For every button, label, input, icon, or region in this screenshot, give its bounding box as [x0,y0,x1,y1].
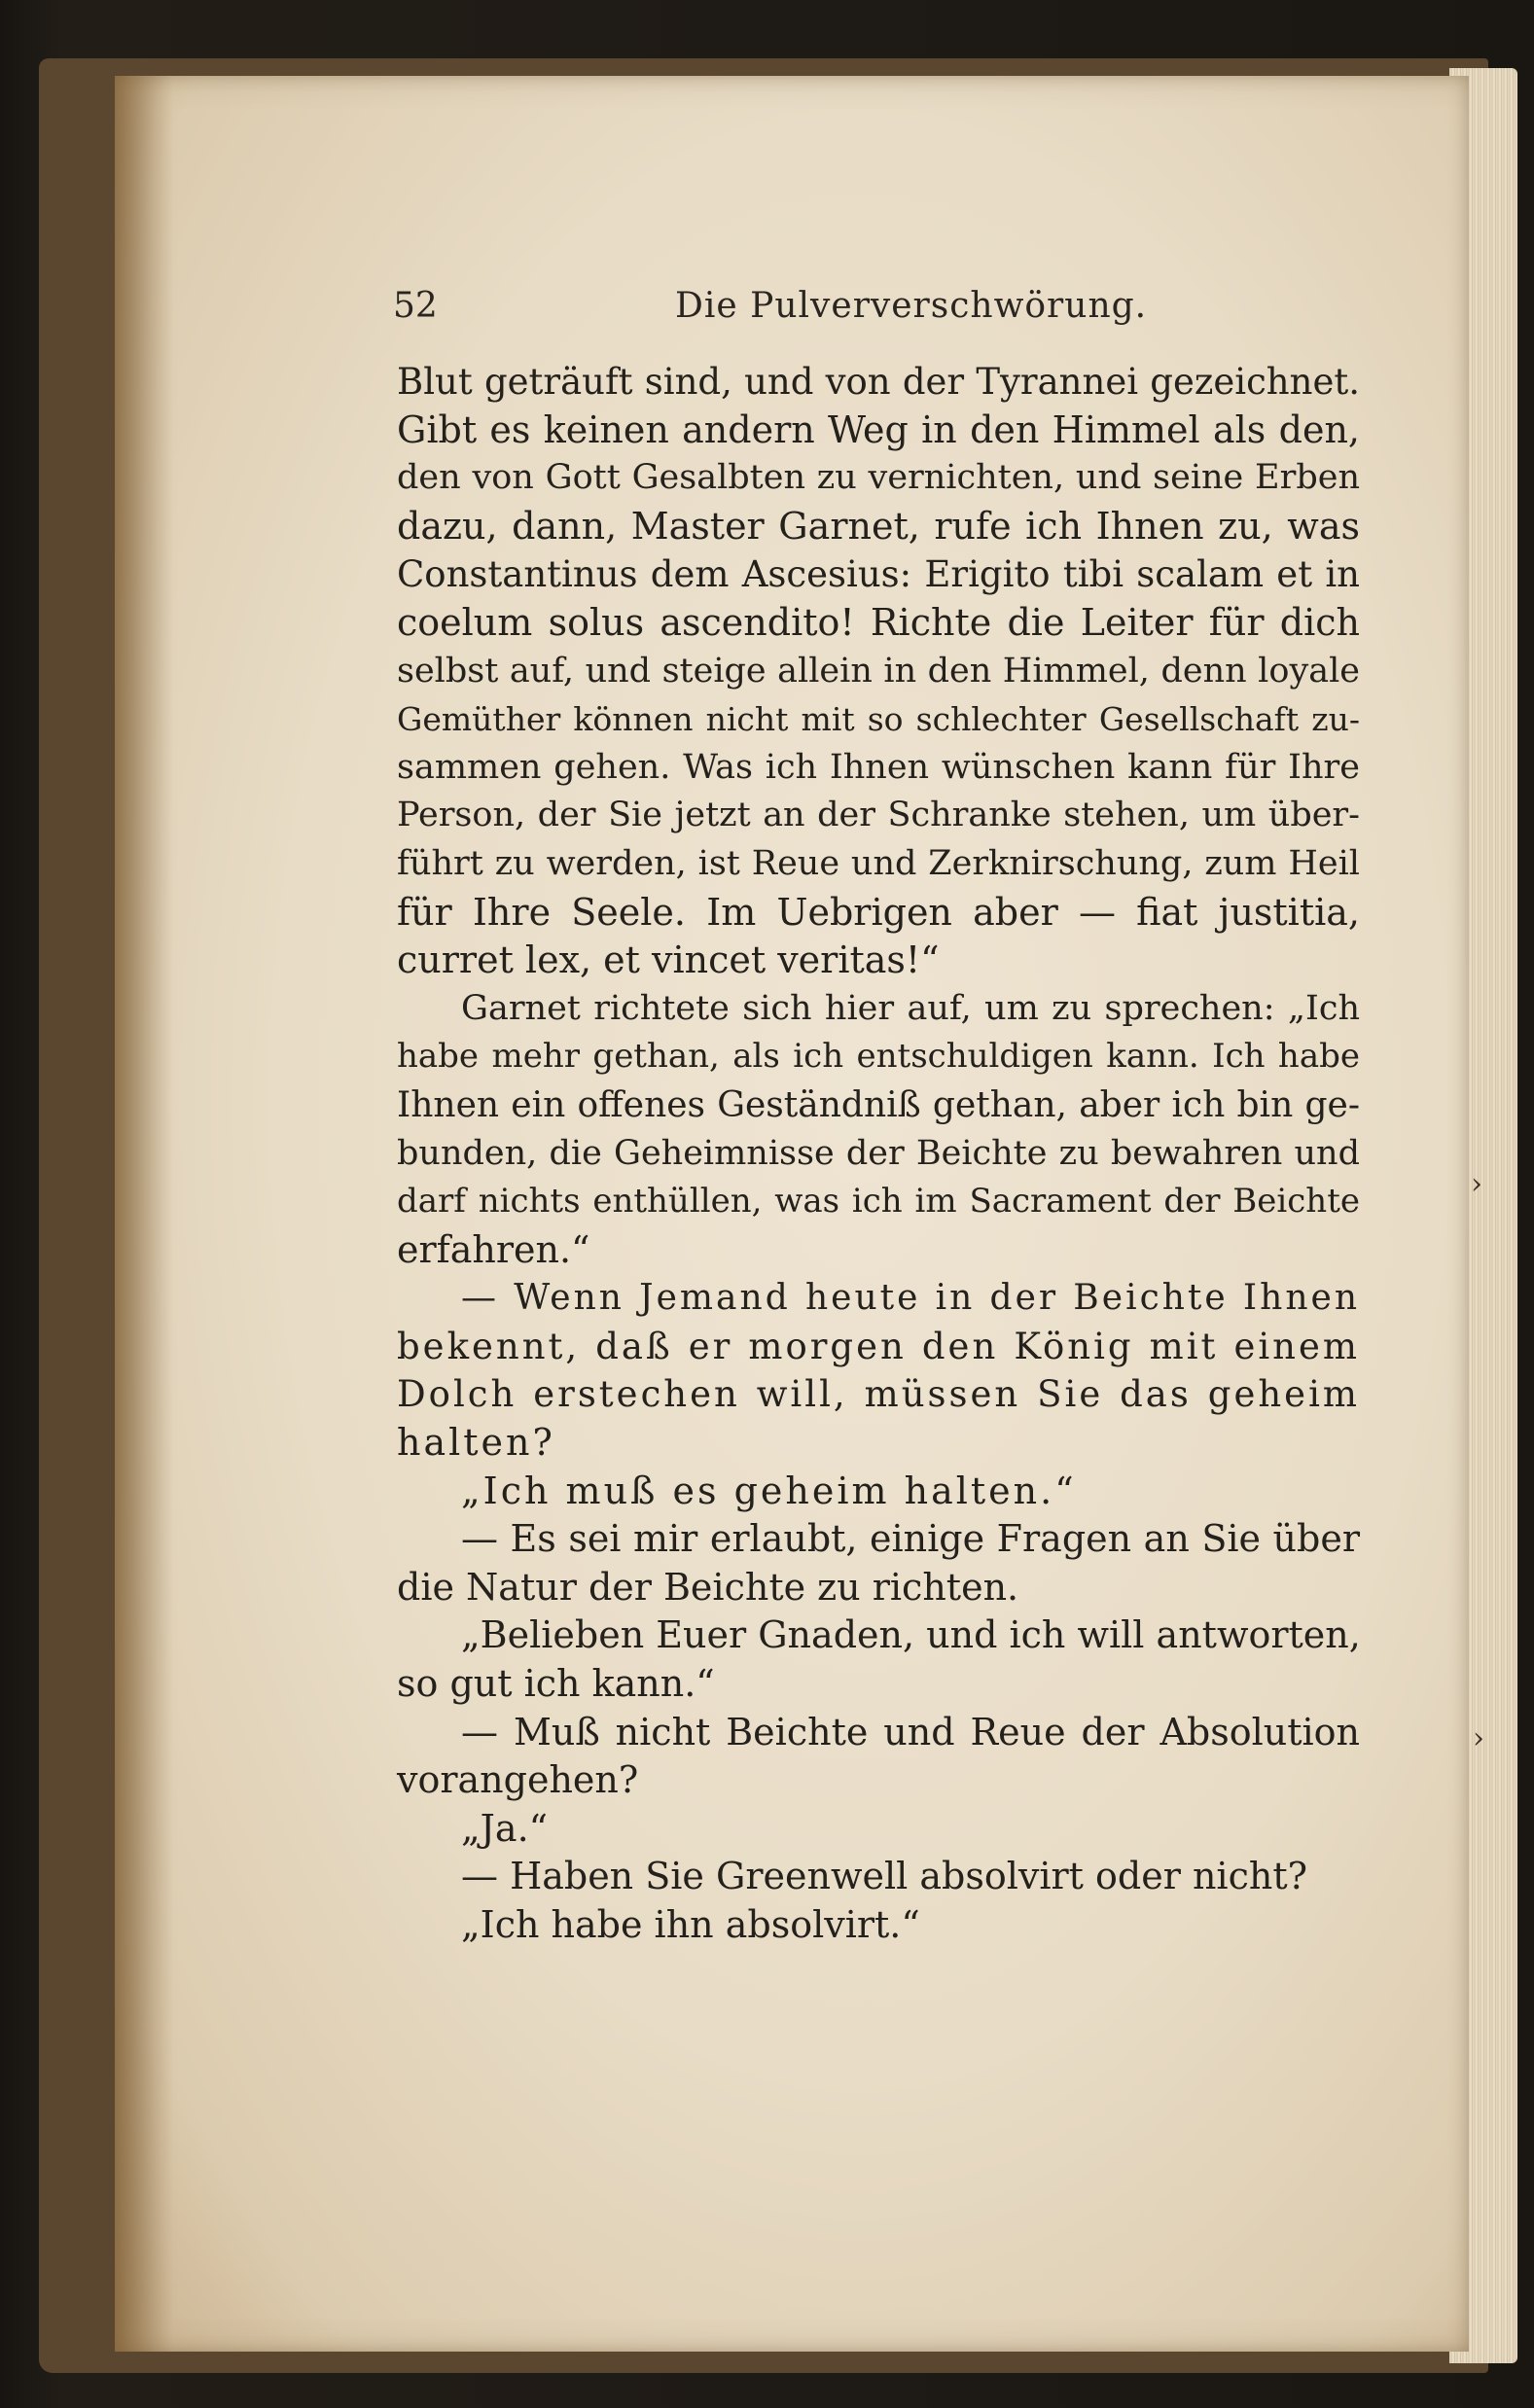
text-line: — Haben Sie Greenwell absolvirt oder nicht? [461,1855,1307,1898]
page-gutter-shadow [115,76,173,2352]
text-line: curret lex, et vincet veritas!“ [397,938,940,982]
running-title: Die Pulververschwörung. [675,286,1148,326]
text-line: bunden, die Geheimnisse der Beichte zu bewahren und [397,1133,1360,1173]
text-line: Garnet richtete sich hier auf, um zu sprechen: „Ich [461,988,1360,1028]
text-line: für Ihre Seele. Im Uebrigen aber — fiat justitia, [397,890,1360,934]
text-line: „Belieben Euer Gnaden, und ich will antworten, [461,1613,1361,1657]
page-edge-mark: › [1471,1167,1482,1201]
text-line: — Wenn Jemand heute in der Beichte Ihnen [461,1278,1360,1319]
text-line: „Ja.“ [461,1806,549,1850]
text-line: Person, der Sie jetzt an der Schranke stehen, um über- [397,796,1360,835]
text-line: Blut geträuft sind, und von der Tyrannei gezeichnet. [397,361,1360,403]
text-line: die Natur der Beichte zu richten. [397,1565,1019,1609]
text-line: coelum solus ascendito! Richte die Leiter für dich [397,600,1360,644]
text-line: habe mehr gethan, als ich entschuldigen kann. Ich habe [397,1037,1360,1077]
text-line: vorangehen? [397,1758,639,1802]
text-line: halten? [397,1421,555,1465]
page-number: 52 [393,286,438,326]
text-line: führt zu werden, ist Reue und Zerknirschung, zum Heil [397,843,1360,883]
text-line: Gibt es keinen andern Weg in den Himmel als den, [397,407,1360,451]
text-line: Ihnen ein offenes Geständniß gethan, aber ich bin ge- [397,1084,1360,1125]
page-header [393,282,1268,340]
text-line: Gemüther können nicht mit so schlechter Gesellschaft zu- [397,700,1360,739]
text-line: Constantinus dem Ascesius: Erigito tibi scalam et in [397,553,1360,596]
text-line: selbst auf, und steige allein in den Himmel, denn loyale [397,651,1360,691]
text-line: „Ich habe ihn absolvirt.“ [461,1903,920,1946]
text-line: — Es sei mir erlaubt, einige Fragen an Sie über [461,1517,1360,1561]
text-line: „Ich muß es geheim halten.“ [461,1469,1077,1512]
text-line: dazu, dann, Master Garnet, rufe ich Ihnen zu, was [397,504,1360,548]
text-line: sammen gehen. Was ich Ihnen wünschen kann für Ihre [397,747,1360,787]
text-line: — Muß nicht Beichte und Reue der Absolution [461,1710,1360,1753]
text-line: den von Gott Gesalbten zu vernichten, und seine Erben [397,458,1360,498]
text-line: so gut ich kann.“ [397,1662,715,1706]
body-text [397,358,1360,1950]
text-line: darf nichts enthüllen, was ich im Sacrament der Beichte [397,1182,1360,1222]
text-line: erfahren.“ [397,1227,590,1271]
page-edge-mark: › [1473,1721,1484,1755]
text-line: bekennt, daß er morgen den König mit einem [397,1325,1360,1367]
text-line: Dolch erstechen will, müssen Sie das geheim [397,1373,1360,1416]
